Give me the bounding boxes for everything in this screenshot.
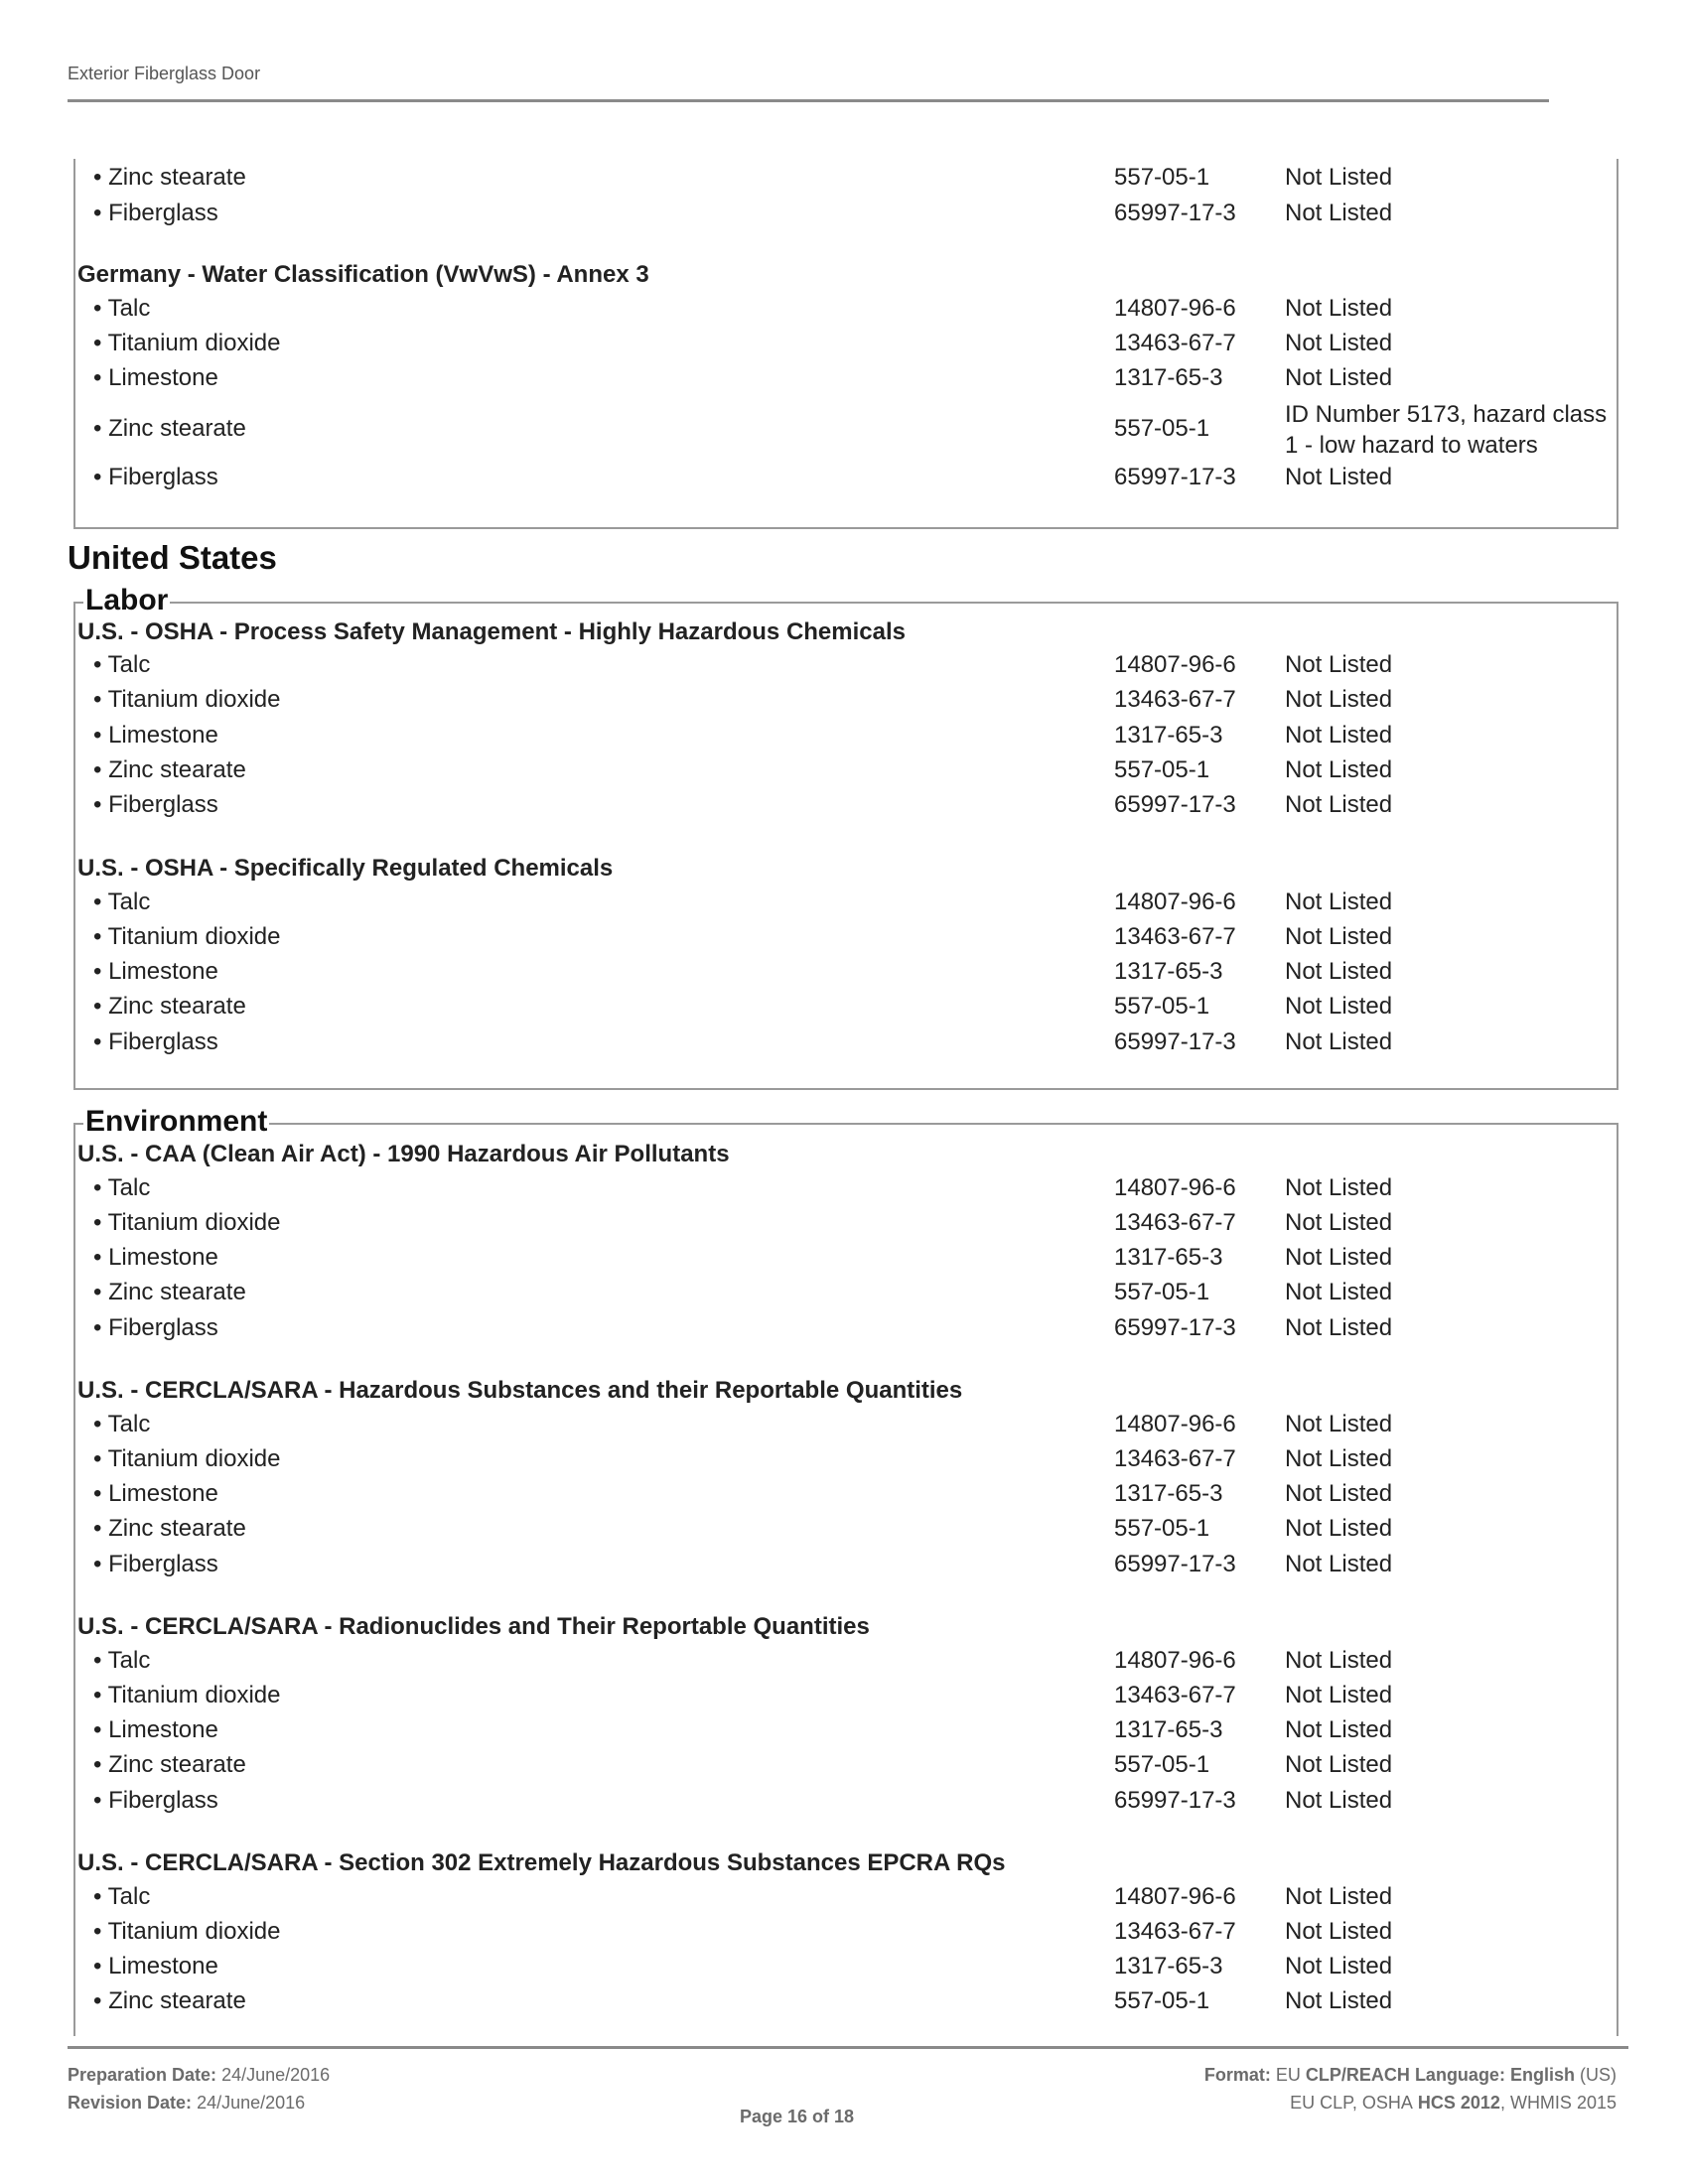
cas-number: 65997-17-3 [1114,464,1236,490]
listing-status: Not Listed [1285,651,1393,678]
listing-status: Not Listed [1285,1787,1393,1814]
cas-number: 14807-96-6 [1114,651,1236,678]
listing-status: Not Listed [1285,1987,1393,2014]
cas-number: 557-05-1 [1114,164,1210,191]
cas-number: 1317-65-3 [1114,364,1223,391]
substance-name: • Titanium dioxide [93,923,281,950]
cas-number: 65997-17-3 [1114,200,1236,226]
format-language [1204,2065,1617,2086]
cas-number: 557-05-1 [1114,1279,1210,1305]
substance-name: • Talc [93,888,151,915]
substance-name: • Talc [93,295,151,322]
cas-number: 557-05-1 [1114,1515,1210,1542]
format-name: CLP/REACH [1305,2065,1410,2085]
substance-name: • Zinc stearate [93,756,246,783]
substance-name: • Fiberglass [93,1314,218,1341]
box-legend: Environment [85,1105,268,1138]
listing-status: Not Listed [1285,1244,1393,1271]
listing-status: Not Listed [1285,464,1393,490]
listing-status: Not Listed [1285,923,1393,950]
listing-status: Not Listed [1285,1953,1393,1979]
cas-number: 13463-67-7 [1114,1918,1236,1945]
cas-number: 13463-67-7 [1114,1445,1236,1472]
listing-status: Not Listed [1285,1682,1393,1708]
cas-number: 1317-65-3 [1114,1953,1223,1979]
cas-number: 14807-96-6 [1114,295,1236,322]
listing-status: Not Listed [1285,1411,1393,1437]
substance-name: • Fiberglass [93,1787,218,1814]
listing-status: Not Listed [1285,1028,1393,1055]
eu-regulations-box [73,159,1618,529]
cas-number: 65997-17-3 [1114,1787,1236,1814]
cas-number: 557-05-1 [1114,1987,1210,2014]
page-number [740,2107,854,2127]
listing-status: Not Listed [1285,364,1393,391]
list-title: U.S. - OSHA - Process Safety Management - Highly Hazardous Chemicals [77,618,906,645]
listing-status: ID Number 5173, hazard class 1 - low hazard to waters [1285,401,1608,459]
listing-status: Not Listed [1285,1279,1393,1305]
cas-number: 65997-17-3 [1114,1028,1236,1055]
listing-status: Not Listed [1285,1314,1393,1341]
list-title: U.S. - CERCLA/SARA - Radionuclides and Their Reportable Quantities [77,1613,870,1640]
list-title: Germany - Water Classification (VwVwS) - Annex 3 [77,261,649,288]
listing-status: Not Listed [1285,1445,1393,1472]
substance-name: • Zinc stearate [93,164,246,191]
substance-name: • Fiberglass [93,464,218,490]
cas-number: 65997-17-3 [1114,1551,1236,1577]
substance-name: • Fiberglass [93,1028,218,1055]
cas-number: 13463-67-7 [1114,1682,1236,1708]
cas-number: 13463-67-7 [1114,1209,1236,1236]
listing-status: Not Listed [1285,1209,1393,1236]
format-value: EU [1275,2065,1301,2085]
substance-name: • Limestone [93,958,218,985]
page-number-text: Page 16 of 18 [740,2107,855,2126]
cas-number: 65997-17-3 [1114,791,1236,818]
listing-status: Not Listed [1285,722,1393,749]
box-legend: Labor [85,584,169,616]
standards-osha: , OSHA [1351,2093,1413,2113]
page-header: Exterior Fiberglass Door [68,64,261,83]
cas-number: 14807-96-6 [1114,1411,1236,1437]
substance-name: • Zinc stearate [93,415,246,442]
listing-status: Not Listed [1285,1647,1393,1674]
revision-date [68,2093,305,2114]
cas-number: 1317-65-3 [1114,722,1223,749]
region-heading: United States [68,539,277,576]
listing-status: Not Listed [1285,1918,1393,1945]
listing-status: Not Listed [1285,686,1393,713]
substance-name: • Titanium dioxide [93,330,281,356]
listing-status: Not Listed [1285,1883,1393,1910]
list-title: U.S. - CERCLA/SARA - Hazardous Substances and their Reportable Quantities [77,1377,963,1404]
substance-name: • Talc [93,651,151,678]
substance-name: • Fiberglass [93,200,218,226]
substance-name: • Talc [93,1174,151,1201]
substance-name: • Titanium dioxide [93,1445,281,1472]
cas-number: 13463-67-7 [1114,923,1236,950]
substance-name: • Zinc stearate [93,1515,246,1542]
standards-whmis: HMIS [1526,2093,1572,2113]
substance-name: • Limestone [93,1953,218,1979]
cas-number: 65997-17-3 [1114,1314,1236,1341]
language-region: (US) [1580,2065,1617,2085]
cas-number: 1317-65-3 [1114,958,1223,985]
listing-status: Not Listed [1285,1174,1393,1201]
listing-status: Not Listed [1285,1751,1393,1778]
cas-number: 557-05-1 [1114,415,1210,442]
header-divider [68,99,1549,102]
listing-status: Not Listed [1285,1480,1393,1507]
listing-status: Not Listed [1285,756,1393,783]
footer-divider [68,2046,1628,2049]
cas-number: 13463-67-7 [1114,330,1236,356]
cas-number: 1317-65-3 [1114,1716,1223,1743]
substance-name: • Titanium dioxide [93,1918,281,1945]
substance-name: • Titanium dioxide [93,1682,281,1708]
preparation-date-label: Preparation Date: [68,2065,217,2085]
substance-name: • Zinc stearate [93,1987,246,2014]
listing-status: Not Listed [1285,791,1393,818]
cas-number: 1317-65-3 [1114,1244,1223,1271]
cas-number: 557-05-1 [1114,756,1210,783]
format-label: Format: [1203,2065,1271,2085]
cas-number: 14807-96-6 [1114,1647,1236,1674]
standards-year: 2015 [1576,2093,1617,2113]
preparation-date-value: 24/June/2016 [221,2065,331,2085]
substance-name: • Talc [93,1647,151,1674]
standards [1290,2093,1617,2114]
language-value: English [1509,2065,1575,2085]
standards-hcs: HCS 2012 [1417,2093,1500,2113]
listing-status: Not Listed [1285,1716,1393,1743]
standards-clp: CLP [1320,2093,1352,2113]
cas-number: 14807-96-6 [1114,888,1236,915]
substance-name: • Limestone [93,1716,218,1743]
substance-name: • Limestone [93,364,218,391]
listing-status: Not Listed [1285,330,1393,356]
cas-number: 14807-96-6 [1114,1883,1236,1910]
cas-number: 557-05-1 [1114,993,1210,1020]
listing-status: Not Listed [1285,888,1393,915]
substance-name: • Talc [93,1411,151,1437]
labor-box [73,584,1618,1090]
listing-status: Not Listed [1285,958,1393,985]
substance-name: • Limestone [93,722,218,749]
substance-name: • Titanium dioxide [93,686,281,713]
substance-name: • Zinc stearate [93,993,246,1020]
list-title: U.S. - CAA (Clean Air Act) - 1990 Hazardous Air Pollutants [77,1141,730,1167]
list-title: U.S. - CERCLA/SARA - Section 302 Extremely Hazardous Substances EPCRA RQs [77,1849,1006,1876]
substance-name: • Limestone [93,1244,218,1271]
substance-name: • Zinc stearate [93,1751,246,1778]
cas-number: 13463-67-7 [1114,686,1236,713]
preparation-date [68,2065,330,2086]
substance-name: • Limestone [93,1480,218,1507]
listing-status: Not Listed [1285,1515,1393,1542]
standards-eu: EU [1290,2093,1316,2113]
substance-name: • Fiberglass [93,791,218,818]
listing-status: Not Listed [1285,164,1393,191]
cas-number: 14807-96-6 [1114,1174,1236,1201]
cas-number: 1317-65-3 [1114,1480,1223,1507]
substance-name: • Fiberglass [93,1551,218,1577]
listing-status: Not Listed [1285,295,1393,322]
list-title: U.S. - OSHA - Specifically Regulated Chemicals [77,855,614,882]
revision-date-value: 24/June/2016 [197,2093,306,2113]
language-label: Language: [1414,2065,1505,2085]
listing-status: Not Listed [1285,1551,1393,1577]
environment-box [73,1105,1618,2036]
listing-status: Not Listed [1285,993,1393,1020]
standards-whmis-prefix: , W [1499,2093,1527,2113]
substance-name: • Titanium dioxide [93,1209,281,1236]
cas-number: 557-05-1 [1114,1751,1210,1778]
substance-name: • Zinc stearate [93,1279,246,1305]
revision-date-label: Revision Date: [68,2093,193,2113]
substance-name: • Talc [93,1883,151,1910]
listing-status: Not Listed [1285,200,1393,226]
